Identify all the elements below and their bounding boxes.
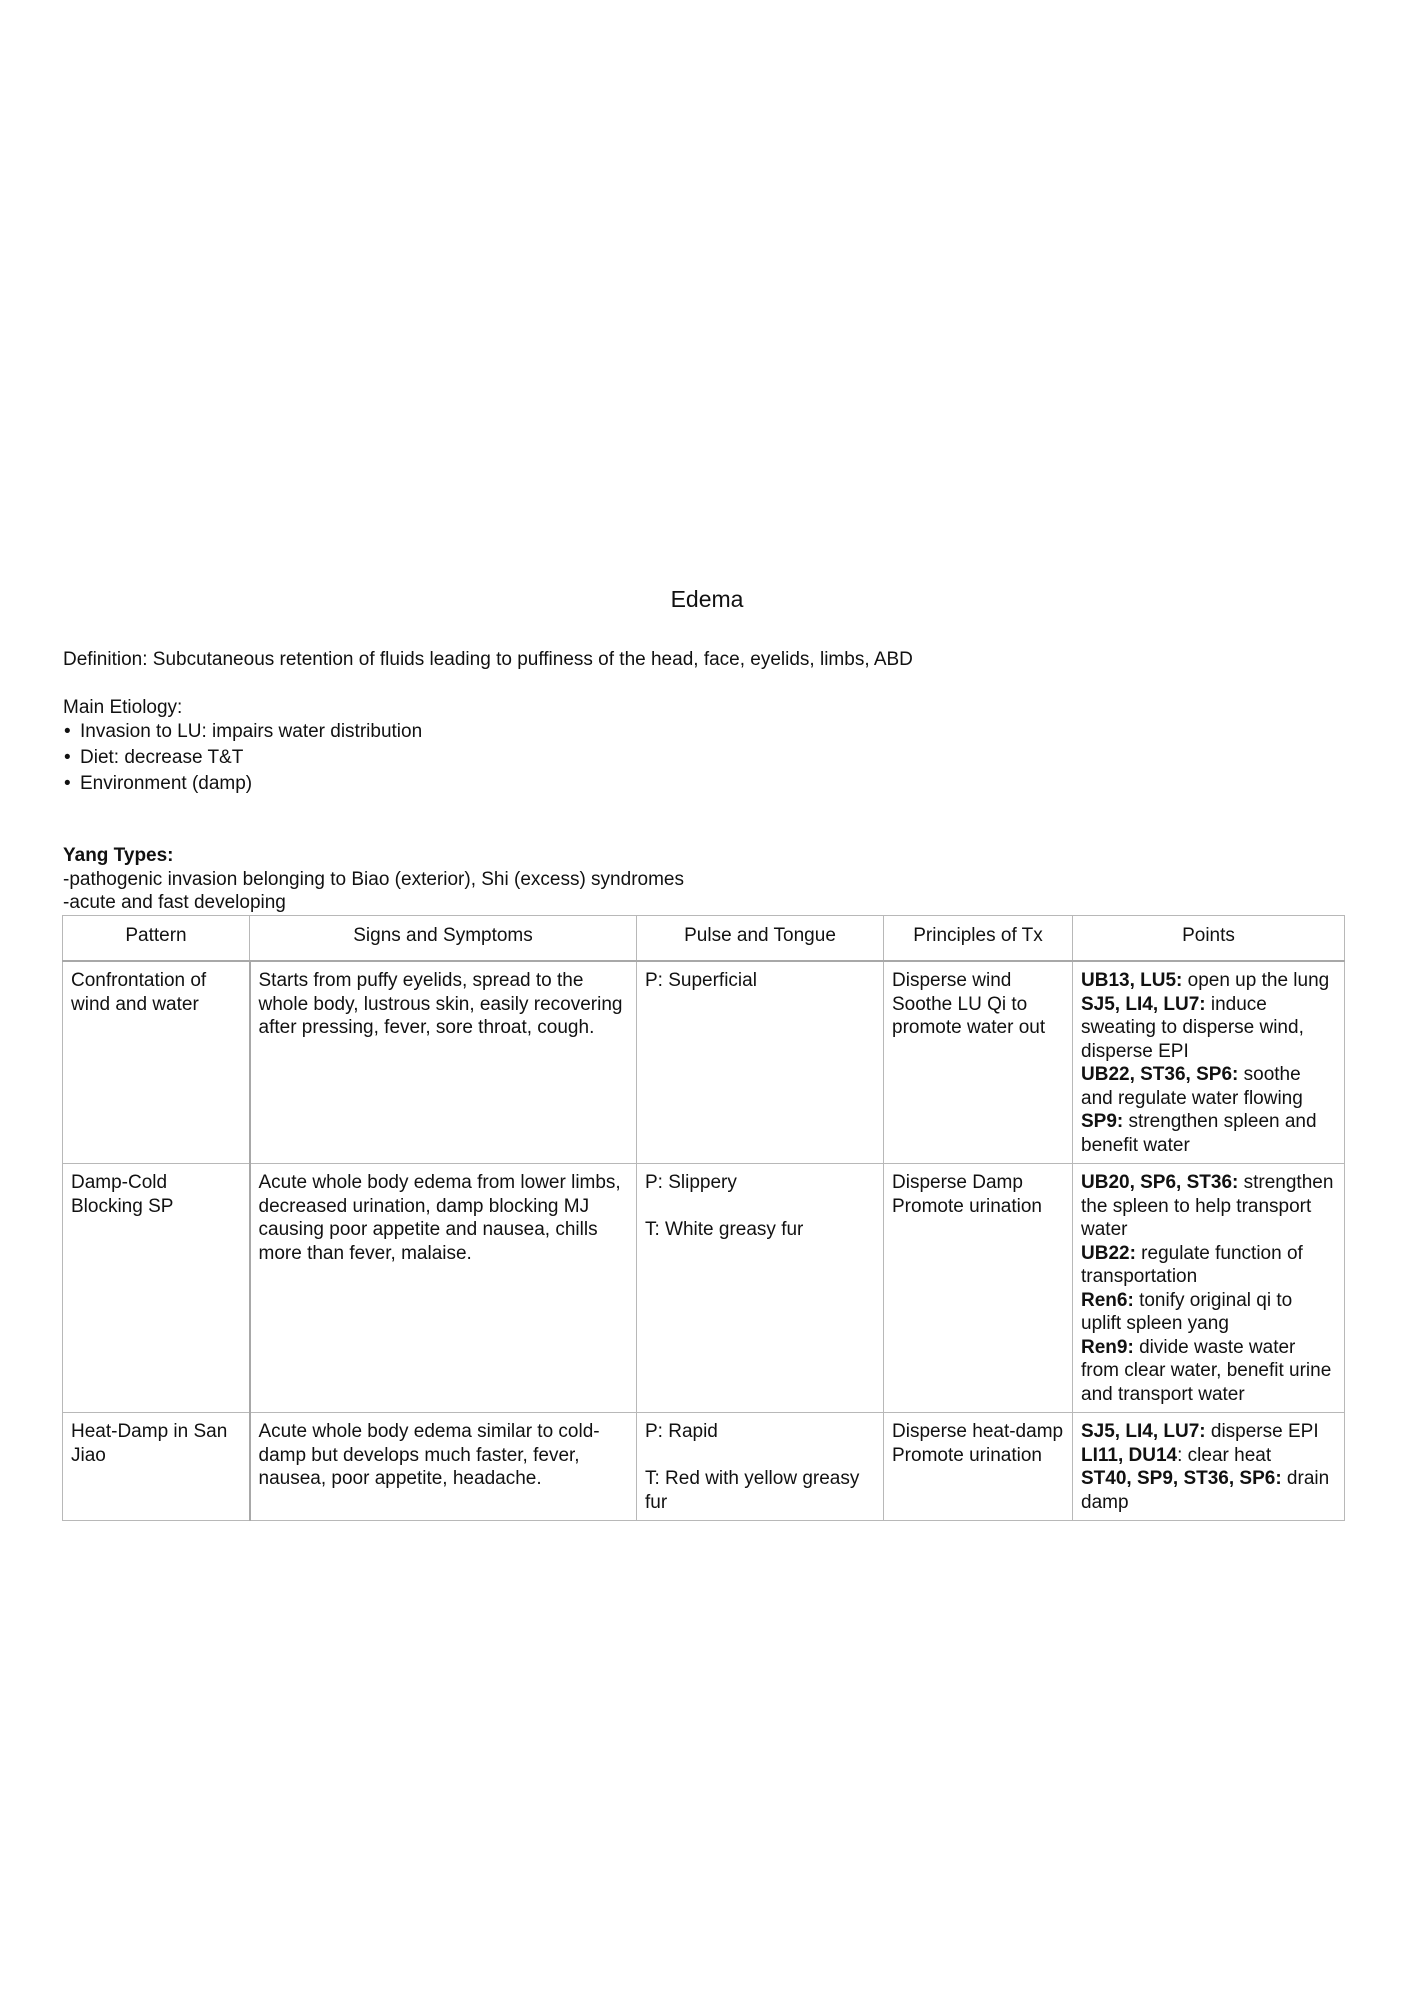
header-points: Points: [1073, 916, 1345, 962]
points-cell: [1073, 961, 1345, 1164]
principle-item: Soothe LU Qi to promote water out: [892, 993, 1046, 1038]
principle-item: Promote urination: [892, 1195, 1042, 1217]
point-label: Ren9:: [1081, 1336, 1134, 1358]
main-etiology-section: [63, 696, 422, 798]
yang-types-heading: Yang Types:: [63, 845, 174, 866]
principles-cell: [884, 961, 1073, 1164]
pulse-tongue-cell: [637, 1164, 884, 1413]
point-description: strengthen spleen and benefit water: [1081, 1111, 1317, 1156]
signs-cell: Acute whole body edema from lower limbs, decreased urination, damp blocking MJ causing poor appetite and nausea, chills more than fever, malaise.: [250, 1164, 637, 1413]
definition-text: Definition: Subcutaneous retention of fluids leading to puffiness of the head, face, eyelids, limbs, ABD: [63, 649, 913, 670]
point-entry: [1081, 1110, 1336, 1157]
table-header-row: [63, 916, 1345, 962]
point-description: open up the lung: [1182, 970, 1330, 991]
point-label: UB20, SP6, ST36:: [1081, 1172, 1239, 1193]
list-item: • Diet: decrease T&T: [63, 746, 422, 770]
principle-item: Promote urination: [892, 1444, 1042, 1466]
table-row: [63, 961, 1345, 1164]
pattern-cell: Damp-Cold Blocking SP: [63, 1164, 250, 1413]
edema-patterns-table: [62, 915, 1345, 1521]
principles-cell: [884, 1164, 1073, 1413]
point-description: disperse EPI: [1205, 1421, 1319, 1442]
point-description: regulate function of transportation: [1081, 1242, 1303, 1287]
pulse-tongue-cell: [637, 1413, 884, 1521]
point-description: induce sweating to disperse wind, disperse EPI: [1081, 993, 1304, 1062]
pulse-text: P: Slippery: [645, 1172, 737, 1193]
tongue-text: T: Red with yellow greasy fur: [645, 1468, 860, 1513]
header-signs-symptoms: Signs and Symptoms: [250, 916, 637, 962]
point-entry: [1081, 1289, 1336, 1336]
point-label: UB13, LU5:: [1081, 970, 1183, 991]
points-cell: [1073, 1164, 1345, 1413]
tongue-text: T: White greasy fur: [645, 1219, 804, 1240]
point-entry: [1081, 1242, 1336, 1289]
main-etiology-heading: Main Etiology:: [63, 697, 183, 718]
point-description: divide waste water from clear water, benefit urine and transport water: [1081, 1336, 1332, 1405]
header-pulse-tongue: Pulse and Tongue: [637, 916, 884, 962]
header-pattern: Pattern: [63, 916, 250, 962]
point-label: UB22:: [1081, 1242, 1136, 1264]
point-entry: [1081, 993, 1336, 1064]
yang-types-note: -pathogenic invasion belonging to Biao (exterior), Shi (excess) syndromes: [63, 868, 684, 890]
signs-cell: Starts from puffy eyelids, spread to the whole body, lustrous skin, easily recovering after pressing, fever, sore throat, cough.: [250, 961, 637, 1164]
yang-types-section: [63, 844, 684, 915]
point-label: LI11, DU14: [1081, 1444, 1178, 1466]
etiology-list: [63, 720, 422, 796]
principle-item: Disperse Damp: [892, 1172, 1023, 1193]
list-item: • Environment (damp): [63, 772, 422, 796]
page-title: Edema: [670, 586, 744, 612]
point-description: tonify original qi to uplift spleen yang: [1081, 1289, 1293, 1334]
table-row: [63, 1413, 1345, 1521]
table-row: [63, 1164, 1345, 1413]
pulse-text: P: Superficial: [645, 970, 757, 991]
point-entry: [1081, 1063, 1336, 1110]
pulse-tongue-cell: [637, 961, 884, 1164]
point-entry: [1081, 1336, 1336, 1407]
pattern-cell: Heat-Damp in San Jiao: [63, 1413, 250, 1521]
principle-item: Disperse wind: [892, 970, 1012, 991]
signs-cell: Acute whole body edema similar to cold-damp but develops much faster, fever, nausea, poor appetite, headache.: [250, 1413, 637, 1521]
point-description: drain damp: [1081, 1468, 1330, 1513]
point-entry: [1081, 1171, 1336, 1242]
point-description: : clear heat: [1177, 1444, 1272, 1466]
point-label: UB22, ST36, SP6:: [1081, 1064, 1239, 1085]
point-label: SJ5, LI4, LU7:: [1081, 993, 1206, 1015]
point-label: Ren6:: [1081, 1289, 1134, 1311]
header-principles: Principles of Tx: [884, 916, 1073, 962]
point-description: strengthen the spleen to help transport water: [1081, 1172, 1334, 1240]
pattern-cell: Confrontation of wind and water: [63, 961, 250, 1164]
point-entry: [1081, 969, 1336, 993]
yang-types-note: -acute and fast developing: [63, 892, 286, 913]
list-item: • Invasion to LU: impairs water distribution: [63, 720, 422, 744]
point-label: ST40, SP9, ST36, SP6:: [1081, 1468, 1282, 1489]
point-entry: [1081, 1467, 1336, 1514]
point-entry: [1081, 1420, 1336, 1444]
points-cell: [1073, 1413, 1345, 1521]
point-label: SP9:: [1081, 1111, 1124, 1132]
principle-item: Disperse heat-damp: [892, 1421, 1064, 1442]
principles-cell: [884, 1413, 1073, 1521]
point-entry: [1081, 1444, 1336, 1468]
point-description: soothe and regulate water flowing: [1081, 1064, 1303, 1109]
point-label: SJ5, LI4, LU7:: [1081, 1421, 1206, 1442]
pulse-text: P: Rapid: [645, 1421, 718, 1442]
